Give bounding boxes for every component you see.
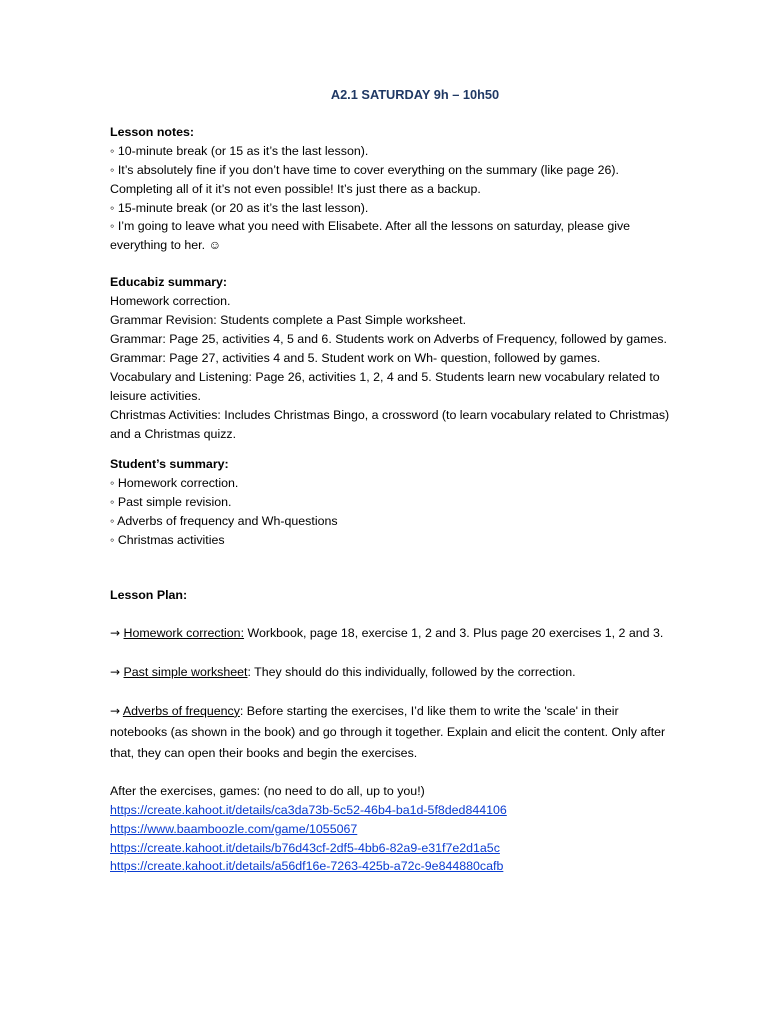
summary-line: Grammar: Page 27, activities 4 and 5. Student work on Wh- question, followed by games. — [110, 350, 601, 365]
arrow-right-icon: → — [110, 703, 121, 718]
spacer — [110, 443, 670, 455]
summary-line: Vocabulary and Listening: Page 26, activities 1, 2, 4 and 5. Students learn new vocabulary related to leisure activities. — [110, 369, 660, 403]
summary-line: Homework correction. — [110, 294, 231, 309]
plan-item-label: Homework correction: — [123, 625, 245, 640]
spacer — [110, 644, 670, 662]
summary-line: Grammar Revision: Students complete a Past Simple worksheet. — [110, 313, 467, 328]
students-summary-heading: Student’s summary: — [110, 457, 229, 472]
plan-item-text: Workbook, page 18, exercise 1, 2 and 3. Plus page 20 exercises 1, 2 and 3. — [244, 625, 664, 640]
summary-line: Christmas Activities: Includes Christmas Bingo, a crossword (to learn vocabulary related to Christmas) and a Christmas quizz. — [110, 407, 670, 441]
page-title: A2.1 SATURDAY 9h – 10h50 — [330, 87, 500, 102]
lesson-note-item: ◦ 15-minute break (or 20 as it’s the last lesson). — [110, 200, 369, 215]
games-intro: After the exercises, games: (no need to do all, up to you!) — [110, 783, 425, 798]
game-link[interactable]: https://create.kahoot.it/details/b76d43cf-2df5-4bb6-82a9-e31f7e2d1a5c — [110, 840, 500, 855]
spacer — [110, 764, 670, 782]
students-summary-item: ◦ Homework correction. — [110, 476, 239, 491]
lesson-note-item: ◦ 10-minute break (or 15 as it’s the last lesson). — [110, 143, 369, 158]
plan-item-past-simple — [110, 662, 670, 683]
students-summary-item: ◦ Past simple revision. — [110, 495, 232, 510]
arrow-right-icon: → — [110, 625, 121, 640]
students-summary-item: ◦ Christmas activities — [110, 533, 225, 548]
plan-item-label: Adverbs of frequency — [122, 703, 240, 718]
document-body — [110, 86, 670, 876]
lesson-note-item: ◦ I’m going to leave what you need with Elisabete. After all the lessons on saturday, please give everything to her. ☺ — [110, 219, 631, 253]
lesson-plan-heading: Lesson Plan: — [110, 587, 188, 602]
plan-item-adverbs — [110, 701, 670, 764]
spacer — [110, 605, 670, 623]
game-link[interactable]: https://create.kahoot.it/details/ca3da73b-5c52-46b4-ba1d-5f8ded844106 — [110, 802, 507, 817]
spacer — [110, 683, 670, 701]
arrow-right-icon: → — [110, 664, 121, 679]
game-link[interactable]: https://www.baamboozle.com/game/1055067 — [110, 821, 358, 836]
educabiz-summary-heading: Educabiz summary: — [110, 275, 228, 290]
spacer — [110, 550, 670, 586]
plan-item-text: : They should do this individually, followed by the correction. — [247, 664, 576, 679]
plan-item-label: Past simple worksheet — [123, 664, 248, 679]
students-summary-item: ◦ Adverbs of frequency and Wh-questions — [110, 514, 338, 529]
plan-item-homework — [110, 623, 670, 644]
game-link[interactable]: https://create.kahoot.it/details/a56df16e-7263-425b-a72c-9e844880cafb — [110, 859, 504, 874]
lesson-note-item: ◦ It’s absolutely fine if you don’t have time to cover everything on the summary (like page 26). Completing all of it it’s not even possible! It’s just there as a backup. — [110, 162, 619, 196]
lesson-notes-heading: Lesson notes: — [110, 124, 194, 139]
spacer — [110, 255, 670, 273]
summary-line: Grammar: Page 25, activities 4, 5 and 6. Students work on Adverbs of Frequency, followed by games. — [110, 331, 667, 346]
plan-item-text: : Before starting the exercises, I’d like them to write the 'scale' in their notebooks (as shown in the book) and go through it together. Explain and elicit the content. Only after that, they can open their books and begin the exercises. — [110, 703, 666, 760]
